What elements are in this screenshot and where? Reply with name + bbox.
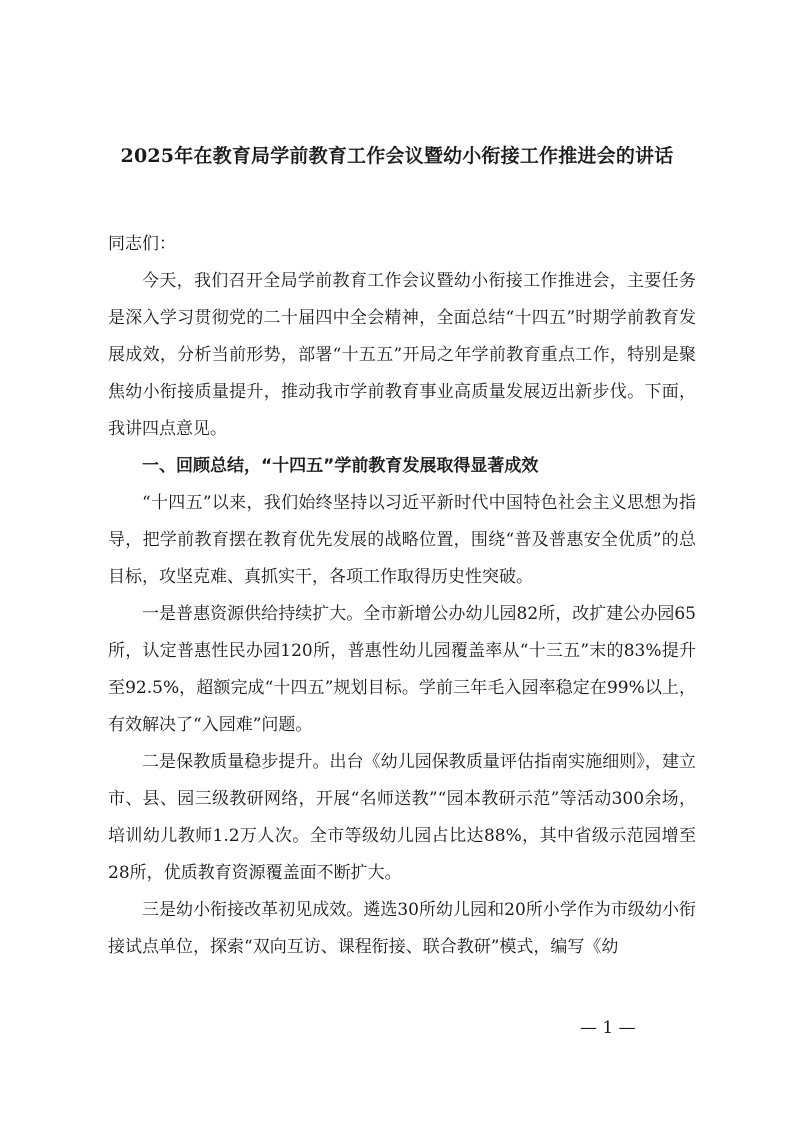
paragraph-intro: 今天，我们召开全局学前教育工作会议暨幼小衔接工作推进会，主要任务是深入学习贯彻党的二十届四中全会精神，全面总结“十四五”时期学前教育发展成效，分析当前形势，部署“十五五”开局之年学前教育重点工作，特别是聚焦幼小衔接质量提升，推动我市学前教育事业高质量发展迈出新步伐。下面，我讲四点意见。 (108, 271, 696, 439)
salutation: 同志们： (108, 234, 176, 254)
paragraph-point-2: 二是保教质量稳步提升。出台《幼儿园保教质量评估指南实施细则》，建立市、县、园三级教研网络，开展“名师送教”“园本教研示范”等活动300余场，培训幼儿教师1.2万人次。全市等级幼儿园占比达88%，其中省级示范园增至28所，优质教育资源覆盖面不断扩大。 (108, 752, 696, 883)
paragraph-point-3: 三是幼小衔接改革初见成效。遴选30所幼儿园和20所小学作为市级幼小衔接试点单位，探索“双向互访、课程衔接、联合教研”模式，编写《幼 (108, 900, 696, 957)
paragraph-point-1: 一是普惠资源供给持续扩大。全市新增公办幼儿园82所，改扩建公办园65所，认定普惠性民办园120所，普惠性幼儿园覆盖率从“十三五”末的83%提升至92.5%，超额完成“十四五”规划目标。学前三年毛入园率稳定在99%以上，有效解决了“入园难”问题。 (108, 604, 696, 735)
paragraph-overview: “十四五”以来，我们始终坚持以习近平新时代中国特色社会主义思想为指导，把学前教育摆在教育优先发展的战略位置，围绕“普及普惠安全优质”的总目标，攻坚克难、真抓实干，各项工作取得历史性突破。 (108, 493, 696, 587)
section-heading-1: 一、回顾总结，“十四五”学前教育发展取得显著成效 (142, 456, 539, 476)
page-number: — 1 — (580, 1018, 636, 1038)
document-title: 2025年在教育局学前教育工作会议暨幼小衔接工作推进会的讲话 (120, 145, 674, 167)
document-body (108, 226, 696, 966)
